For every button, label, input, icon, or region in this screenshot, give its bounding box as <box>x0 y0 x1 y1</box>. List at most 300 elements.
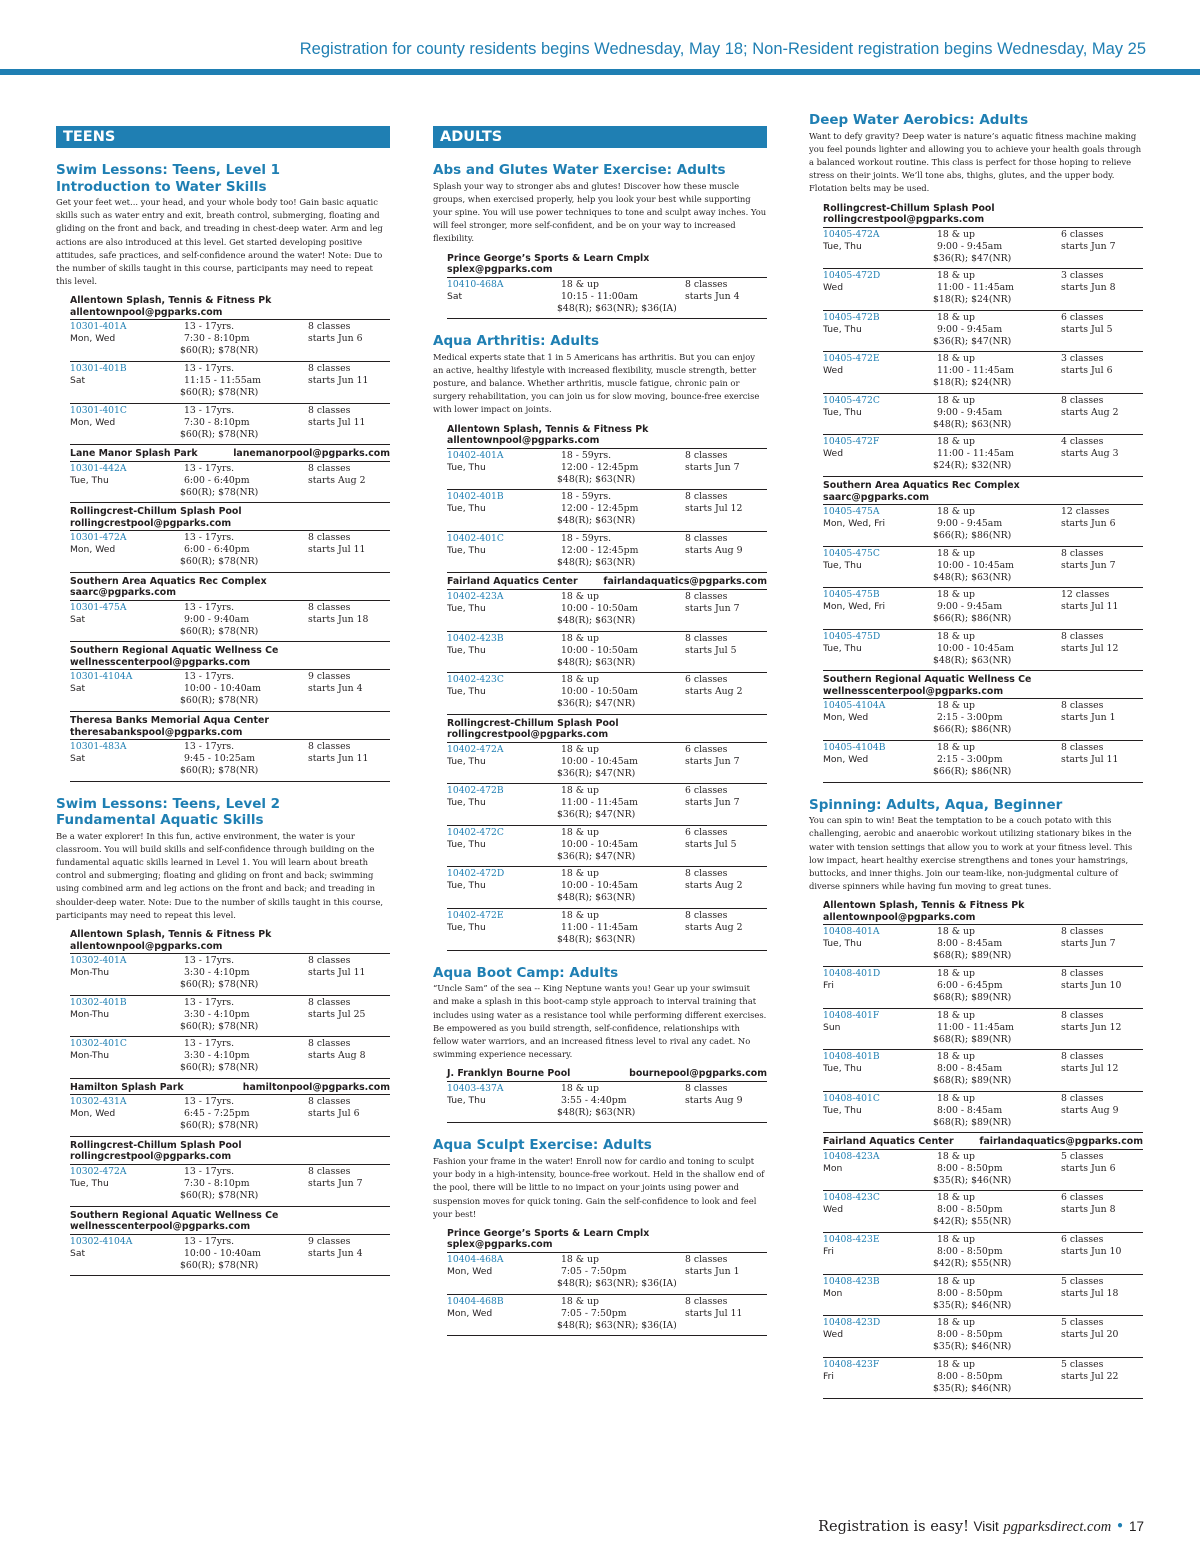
class-time: 10:00 - 10:45am <box>561 880 638 892</box>
age-range: 18 & up <box>561 910 599 922</box>
age-range: 18 & up <box>561 1082 599 1094</box>
meeting-days: Mon-Thu <box>70 1050 110 1062</box>
age-range: 18 & up <box>937 1358 975 1370</box>
location-email[interactable]: wellnesscenterpool@pgparks.com <box>70 1221 251 1233</box>
schedule-row <box>70 670 390 712</box>
course-code-link[interactable]: 10410-468A <box>447 278 504 290</box>
schedule-row <box>823 630 1143 672</box>
class-count: 6 classes <box>685 674 728 686</box>
course-description: “Uncle Sam” of the sea -- King Neptune wants you! Gear up your swimsuit and make a splash in this boot-camp style approach to interval training that includes using water as a resistance tool while performing different exercises. Be empowered as you build strength, self-confidence, relationships with fellow water warriors, and an increased fitness level to rival any cadet. No swimming experience necessary. <box>433 983 767 1060</box>
schedule-row <box>447 743 767 785</box>
course-section <box>433 333 767 951</box>
class-fee: $36(R); $47(NR) <box>557 698 636 710</box>
class-time: 3:55 - 4:40pm <box>561 1094 627 1106</box>
schedule-row <box>70 320 390 362</box>
class-count: 9 classes <box>308 671 351 683</box>
course-code-link[interactable]: 10302-401B <box>70 996 127 1008</box>
class-count: 9 classes <box>308 1235 351 1247</box>
meeting-days: Wed <box>823 365 844 377</box>
course-code-link[interactable]: 10402-423B <box>447 632 504 644</box>
class-time: 6:00 - 6:40pm <box>184 544 250 556</box>
start-date: starts Aug 8 <box>308 1050 366 1062</box>
course-code-link[interactable]: 10402-423A <box>447 590 504 602</box>
class-count: 12 classes <box>1061 589 1110 601</box>
start-date: starts Jul 6 <box>1061 365 1113 377</box>
course-description: Want to defy gravity? Deep water is nature’s aquatic fitness machine making you feel pounds lighter and allowing you to achieve your health goals through a balanced workout routine. This class is perfect for those hoping to relieve stress on their joints. We’ll tone abs, thighs, glutes, and the upper body. Flotation belts may be used. <box>809 130 1142 194</box>
course-code-link[interactable]: 10402-472D <box>447 868 505 880</box>
start-date: starts Jul 11 <box>1061 754 1119 766</box>
location-email[interactable]: rollingcrestpool@pgparks.com <box>70 1151 232 1163</box>
location-email[interactable]: rollingcrestpool@pgparks.com <box>447 729 609 741</box>
class-count: 8 classes <box>308 996 351 1008</box>
course-description: Be a water explorer! In this fun, active environment, the water is your classroom. You will build skills and self-confidence through building on the fundamental aquatic skills learned in Level 1. You will learn about breath control and submerging; floating and gliding on front and back; swimming using combined arm and leg actions on the front and back; and treading in shoulder-deep water. Note: Due to the number of skills taught in this course, participants may need to repeat this level. <box>56 830 384 920</box>
class-fee: $60(R); $78(NR) <box>180 486 259 498</box>
class-count: 6 classes <box>685 743 728 755</box>
class-fee: $48(R); $63(NR) <box>557 656 636 668</box>
start-date: starts Jul 22 <box>1061 1370 1119 1382</box>
start-date: starts Jul 5 <box>685 644 737 656</box>
class-count: 8 classes <box>1061 700 1104 712</box>
start-date: starts Jun 7 <box>685 797 740 809</box>
start-date: starts Jul 12 <box>1061 642 1119 654</box>
class-count: 8 classes <box>308 1096 351 1108</box>
location-name: Allentown Splash, Tennis & Fitness Pk <box>447 423 649 435</box>
course-code-link[interactable]: 10402-401B <box>447 491 504 503</box>
location-name: Fairland Aquatics Center <box>447 576 578 588</box>
course-code-link[interactable]: 10302-401C <box>70 1038 127 1050</box>
schedule-row <box>70 740 390 782</box>
start-date: starts Jul 5 <box>685 838 737 850</box>
course-code-link[interactable]: 10301-483A <box>70 741 127 753</box>
venue-schedule <box>447 1065 767 1123</box>
schedule-row <box>823 1150 1143 1192</box>
schedule-row <box>823 1191 1143 1233</box>
footer-lead: Registration is easy! <box>818 1519 969 1535</box>
class-time: 6:00 - 6:45pm <box>937 979 1003 991</box>
meeting-days: Mon, Wed, Fri <box>823 518 886 530</box>
course-title-line: Swim Lessons: Teens, Level 1 <box>56 162 281 178</box>
course-code-link[interactable]: 10405-475A <box>823 506 880 518</box>
schedule-row <box>447 909 767 951</box>
meeting-days: Tue, Thu <box>447 1094 486 1106</box>
class-time: 8:00 - 8:50pm <box>937 1370 1003 1382</box>
course-code-link[interactable]: 10301-401C <box>70 404 127 416</box>
location-email[interactable]: allentownpool@pgparks.com <box>447 435 600 447</box>
course-code-link[interactable]: 10402-401A <box>447 449 504 461</box>
start-date: starts Aug 3 <box>1061 448 1119 460</box>
course-title-line: Aqua Boot Camp: Adults <box>433 964 619 981</box>
class-fee: $36(R); $47(NR) <box>557 850 636 862</box>
age-range: 18 & up <box>937 700 975 712</box>
course-title <box>809 112 1143 129</box>
course-code-link[interactable]: 10405-475D <box>823 630 881 642</box>
location-name: Allentown Splash, Tennis & Fitness Pk <box>70 929 272 941</box>
schedule-row <box>70 1165 390 1207</box>
class-count: 5 classes <box>1061 1150 1104 1162</box>
course-title-line: Aqua Arthritis: Adults <box>433 333 600 350</box>
meeting-days: Tue, Thu <box>447 544 486 556</box>
location-email[interactable]: allentownpool@pgparks.com <box>70 306 223 318</box>
class-time: 10:00 - 10:45am <box>561 755 638 767</box>
class-time: 12:00 - 12:45pm <box>561 544 639 556</box>
start-date: starts Jun 8 <box>1061 1204 1116 1216</box>
start-date: starts Aug 9 <box>685 1094 743 1106</box>
class-time: 11:00 - 11:45am <box>561 922 638 934</box>
start-date: starts Jun 11 <box>308 753 369 765</box>
class-time: 11:00 - 11:45am <box>937 365 1014 377</box>
age-range: 13 - 17yrs. <box>184 601 235 613</box>
class-count: 4 classes <box>1061 436 1104 448</box>
class-fee: $68(R); $89(NR) <box>933 1075 1012 1087</box>
age-range: 18 & up <box>937 394 975 406</box>
age-range: 18 - 59yrs. <box>561 491 612 503</box>
course-code-link[interactable]: 10301-472A <box>70 532 127 544</box>
schedule-row <box>823 1092 1143 1134</box>
class-count: 6 classes <box>1061 1192 1104 1204</box>
class-time: 10:00 - 10:50am <box>561 644 638 656</box>
start-date: starts Aug 2 <box>685 922 743 934</box>
location-name: Prince George’s Sports & Learn Cmplx <box>447 252 650 264</box>
class-count: 6 classes <box>1061 228 1104 240</box>
class-time: 12:00 - 12:45pm <box>561 461 639 473</box>
schedule-row <box>823 967 1143 1009</box>
course-code-link[interactable]: 10402-472A <box>447 743 504 755</box>
location-email[interactable]: fairlandaquatics@pgparks.com <box>603 576 767 588</box>
meeting-days: Sun <box>823 1021 841 1033</box>
schedule-row <box>447 1295 767 1337</box>
location-header <box>70 1137 390 1165</box>
class-count: 8 classes <box>685 532 728 544</box>
course-code-link[interactable]: 10402-401C <box>447 532 504 544</box>
course-code-link[interactable]: 10302-472A <box>70 1165 127 1177</box>
course-code-link[interactable]: 10402-423C <box>447 674 504 686</box>
venue-schedule <box>70 292 390 781</box>
class-fee: $36(R); $47(NR) <box>557 809 636 821</box>
class-fee: $48(R); $63(NR) <box>557 1106 636 1118</box>
meeting-days: Tue, Thu <box>447 461 486 473</box>
location-name: Southern Regional Aquatic Wellness Ce <box>70 645 279 657</box>
course-section <box>433 1137 767 1336</box>
course-code-link[interactable]: 10405-475B <box>823 589 880 601</box>
class-time: 10:00 - 10:50am <box>561 686 638 698</box>
class-fee: $48(R); $63(NR) <box>557 892 636 904</box>
meeting-days: Mon, Wed, Fri <box>823 601 886 613</box>
class-time: 12:00 - 12:45pm <box>561 503 639 515</box>
location-email[interactable]: splex@pgparks.com <box>447 264 553 276</box>
class-count: 6 classes <box>1061 311 1104 323</box>
schedule-row <box>70 362 390 404</box>
location-email[interactable]: theresabankspool@pgparks.com <box>70 726 243 738</box>
class-fee: $68(R); $89(NR) <box>933 991 1012 1003</box>
course-code-link[interactable]: 10405-472E <box>823 353 880 365</box>
meeting-days: Tue, Thu <box>823 1104 862 1116</box>
course-code-link[interactable]: 10408-401D <box>823 967 881 979</box>
class-fee: $48(R); $63(NR) <box>933 571 1012 583</box>
course-code-link[interactable]: 10408-423F <box>823 1358 880 1370</box>
class-count: 3 classes <box>1061 270 1104 282</box>
course-code-link[interactable]: 10302-4104A <box>70 1235 133 1247</box>
course-code-link[interactable]: 10405-472F <box>823 436 880 448</box>
location-email[interactable]: allentownpool@pgparks.com <box>70 940 223 952</box>
course-code-link[interactable]: 10404-468B <box>447 1295 504 1307</box>
course-title <box>433 1137 767 1154</box>
schedule-row <box>823 547 1143 589</box>
class-time: 8:00 - 8:45am <box>937 1063 1003 1075</box>
location-email[interactable]: rollingcrestpool@pgparks.com <box>70 517 232 529</box>
course-title-line: Aqua Sculpt Exercise: Adults <box>433 1137 652 1154</box>
schedule-row <box>70 996 390 1038</box>
location-email[interactable]: splex@pgparks.com <box>447 1239 553 1251</box>
meeting-days: Fri <box>823 1370 834 1382</box>
course-code-link[interactable]: 10408-401C <box>823 1092 880 1104</box>
location-header <box>447 573 767 590</box>
schedule-row <box>823 741 1143 783</box>
location-name: Rollingcrest-Chillum Splash Pool <box>70 506 242 518</box>
age-range: 18 & up <box>937 506 975 518</box>
class-fee: $48(R); $63(NR) <box>557 614 636 626</box>
class-fee: $48(R); $63(NR) <box>557 556 636 568</box>
start-date: starts Jun 4 <box>685 290 740 302</box>
course-code-link[interactable]: 10402-472B <box>447 785 504 797</box>
class-fee: $48(R); $63(NR) <box>933 418 1012 430</box>
course-code-link[interactable]: 10405-475C <box>823 547 880 559</box>
course-code-link[interactable]: 10402-472C <box>447 826 504 838</box>
start-date: starts Jul 11 <box>308 544 366 556</box>
meeting-days: Sat <box>70 683 86 695</box>
course-section <box>433 162 767 319</box>
start-date: starts Jun 4 <box>308 683 363 695</box>
course-title-line: Fundamental Aquatic Skills <box>56 812 264 829</box>
class-count: 8 classes <box>308 955 351 967</box>
location-email[interactable]: saarc@pgparks.com <box>823 491 930 503</box>
course-section <box>433 965 767 1124</box>
class-fee: $48(R); $63(NR); $36(IA) <box>557 1277 677 1289</box>
location-email[interactable]: wellnesscenterpool@pgparks.com <box>823 685 1004 697</box>
age-range: 18 & up <box>937 1009 975 1021</box>
location-email[interactable]: wellnesscenterpool@pgparks.com <box>70 656 251 668</box>
location-email[interactable]: lanemanorpool@pgparks.com <box>233 448 390 460</box>
age-range: 13 - 17yrs. <box>184 1235 235 1247</box>
location-email[interactable]: hamiltonpool@pgparks.com <box>242 1081 390 1093</box>
class-time: 9:00 - 9:45am <box>937 240 1003 252</box>
course-code-link[interactable]: 10402-472E <box>447 910 504 922</box>
meeting-days: Mon, Wed <box>70 333 116 345</box>
course-title <box>56 162 390 195</box>
course-code-link[interactable]: 10408-401A <box>823 926 880 938</box>
location-email[interactable]: saarc@pgparks.com <box>70 587 177 599</box>
class-fee: $60(R); $78(NR) <box>180 428 259 440</box>
age-range: 13 - 17yrs. <box>184 996 235 1008</box>
course-code-link[interactable]: 10408-423A <box>823 1150 880 1162</box>
class-fee: $66(R); $86(NR) <box>933 724 1012 736</box>
start-date: starts Jun 12 <box>1061 1021 1122 1033</box>
class-time: 3:30 - 4:10pm <box>184 1050 250 1062</box>
class-count: 8 classes <box>1061 394 1104 406</box>
class-fee: $60(R); $78(NR) <box>180 1259 259 1271</box>
course-code-link[interactable]: 10405-472A <box>823 228 880 240</box>
class-time: 11:00 - 11:45am <box>937 1021 1014 1033</box>
course-code-link[interactable]: 10408-423D <box>823 1317 881 1329</box>
schedule-row <box>823 699 1143 741</box>
start-date: starts Jun 7 <box>1061 240 1116 252</box>
location-email[interactable]: bournepool@pgparks.com <box>629 1068 767 1080</box>
schedule-row <box>823 588 1143 630</box>
age-range: 18 & up <box>937 1092 975 1104</box>
class-time: 9:00 - 9:45am <box>937 518 1003 530</box>
class-fee: $35(R); $46(NR) <box>933 1341 1012 1353</box>
course-code-link[interactable]: 10301-475A <box>70 601 127 613</box>
class-count: 8 classes <box>1061 1009 1104 1021</box>
course-code-link[interactable]: 10408-401F <box>823 1009 880 1021</box>
age-range: 13 - 17yrs. <box>184 741 235 753</box>
schedule-row <box>70 404 390 446</box>
venue-schedule <box>70 926 390 1276</box>
course-description: You can spin to win! Beat the temptation to be a couch potato with this challenging, aerobic and anaerobic workout utilizing stationary bikes in the water with tension settings that allow you to work at your fitness level. This low impact, heart healthy exercise strengthens and tones your hamstrings, buttocks, and inner thighs. Join our team-like, non-judgmental culture of diverse spinners while having fun moving to great tunes. <box>809 815 1133 892</box>
class-time: 8:00 - 8:45am <box>937 1104 1003 1116</box>
registration-banner: Registration for county residents begins Wednesday, May 18; Non-Resident registration begins Wednesday, May 25 <box>299 40 1146 58</box>
class-time: 7:30 - 8:10pm <box>184 416 250 428</box>
course-code-link[interactable]: 10408-423B <box>823 1275 880 1287</box>
meeting-days: Mon, Wed <box>70 416 116 428</box>
course-code-link[interactable]: 10301-401B <box>70 363 127 375</box>
schedule-row <box>823 394 1143 436</box>
course-code-link[interactable]: 10408-423C <box>823 1192 880 1204</box>
class-time: 8:00 - 8:50pm <box>937 1246 1003 1258</box>
start-date: starts Aug 2 <box>308 474 366 486</box>
location-header <box>70 445 390 462</box>
venue-schedule <box>823 897 1143 1399</box>
age-range: 18 & up <box>937 228 975 240</box>
course-description: Medical experts state that 1 in 5 Americans has arthritis. But you can enjoy an active, healthy lifestyle with increased flexibility, muscle strength, better posture, and balance. Whether arthritis, muscle fatigue, chronic pain or surgery rehabilitation, you can join us for slow moving, bounce-free exercise with lower impact on joints. <box>433 351 760 415</box>
location-name: Allentown Splash, Tennis & Fitness Pk <box>70 295 272 307</box>
meeting-days: Tue, Thu <box>823 938 862 950</box>
start-date: starts Jul 18 <box>1061 1287 1119 1299</box>
class-time: 11:00 - 11:45am <box>937 282 1014 294</box>
meeting-days: Tue, Thu <box>823 559 862 571</box>
class-fee: $24(R); $32(NR) <box>933 460 1012 472</box>
class-time: 7:30 - 8:10pm <box>184 333 250 345</box>
location-name: J. Franklyn Bourne Pool <box>447 1068 571 1080</box>
class-count: 8 classes <box>308 741 351 753</box>
schedule-row <box>823 1233 1143 1275</box>
location-header <box>70 503 390 531</box>
course-code-link[interactable]: 10405-472B <box>823 311 880 323</box>
page-footer <box>818 1519 1144 1536</box>
start-date: starts Jun 7 <box>685 755 740 767</box>
meeting-days: Mon-Thu <box>70 967 110 979</box>
class-count: 8 classes <box>1061 547 1104 559</box>
course-code-link[interactable]: 10403-437A <box>447 1082 504 1094</box>
class-fee: $68(R); $89(NR) <box>933 950 1012 962</box>
class-fee: $48(R); $63(NR) <box>557 515 636 527</box>
start-date: starts Jul 12 <box>1061 1063 1119 1075</box>
location-email[interactable]: rollingcrestpool@pgparks.com <box>823 214 985 226</box>
course-title-line: Spinning: Adults, Aqua, Beginner <box>809 796 1063 813</box>
class-count: 8 classes <box>1061 967 1104 979</box>
course-code-link[interactable]: 10302-401A <box>70 955 127 967</box>
class-time: 11:00 - 11:45am <box>561 797 638 809</box>
course-code-link[interactable]: 10405-4104B <box>823 742 886 754</box>
class-fee: $60(R); $78(NR) <box>180 1189 259 1201</box>
age-range: 18 & up <box>561 826 599 838</box>
meeting-days: Sat <box>447 290 463 302</box>
age-range: 18 & up <box>937 311 975 323</box>
age-range: 18 & up <box>937 353 975 365</box>
class-fee: $35(R); $46(NR) <box>933 1174 1012 1186</box>
class-time: 2:15 - 3:00pm <box>937 712 1003 724</box>
meeting-days: Tue, Thu <box>447 838 486 850</box>
course-code-link[interactable]: 10302-431A <box>70 1096 127 1108</box>
class-count: 8 classes <box>685 1295 728 1307</box>
class-count: 5 classes <box>1061 1275 1104 1287</box>
class-count: 8 classes <box>1061 630 1104 642</box>
class-fee: $66(R); $86(NR) <box>933 530 1012 542</box>
location-name: Southern Regional Aquatic Wellness Ce <box>70 1209 279 1221</box>
venue-schedule <box>447 421 767 951</box>
start-date: starts Aug 2 <box>685 880 743 892</box>
start-date: starts Jun 18 <box>308 613 369 625</box>
class-count: 8 classes <box>685 590 728 602</box>
class-fee: $60(R); $78(NR) <box>180 625 259 637</box>
class-time: 7:05 - 7:50pm <box>561 1307 627 1319</box>
course-code-link[interactable]: 10404-468A <box>447 1253 504 1265</box>
location-email[interactable]: fairlandaquatics@pgparks.com <box>979 1136 1143 1148</box>
class-fee: $42(R); $55(NR) <box>933 1258 1012 1270</box>
meeting-days: Sat <box>70 753 86 765</box>
start-date: starts Aug 9 <box>1061 1104 1119 1116</box>
course-code-link[interactable]: 10301-4104A <box>70 671 133 683</box>
schedule-row <box>447 632 767 674</box>
meeting-days: Fri <box>823 1246 834 1258</box>
location-email[interactable]: allentownpool@pgparks.com <box>823 911 976 923</box>
class-count: 5 classes <box>1061 1317 1104 1329</box>
course-code-link[interactable]: 10408-423E <box>823 1234 880 1246</box>
location-name: Prince George’s Sports & Learn Cmplx <box>447 1227 650 1239</box>
footer-site-link[interactable]: pgparksdirect.com <box>1003 1519 1112 1535</box>
class-time: 10:00 - 10:40am <box>184 1247 261 1259</box>
course-code-link[interactable]: 10405-472D <box>823 270 881 282</box>
class-fee: $60(R); $78(NR) <box>180 979 259 991</box>
course-code-link[interactable]: 10301-442A <box>70 462 127 474</box>
class-time: 10:00 - 10:50am <box>561 602 638 614</box>
start-date: starts Jun 6 <box>308 333 363 345</box>
location-header <box>823 897 1143 925</box>
meeting-days: Fri <box>823 979 834 991</box>
footer-bullet: • <box>1115 1519 1125 1535</box>
age-range: 18 & up <box>561 785 599 797</box>
meeting-days: Mon, Wed <box>447 1265 493 1277</box>
location-name: Allentown Splash, Tennis & Fitness Pk <box>823 900 1025 912</box>
course-code-link[interactable]: 10405-472C <box>823 394 880 406</box>
course-title <box>433 965 767 982</box>
age-range: 13 - 17yrs. <box>184 955 235 967</box>
column-adults <box>433 126 767 1350</box>
location-header <box>70 642 390 670</box>
class-fee: $60(R); $78(NR) <box>180 1120 259 1132</box>
location-name: Rollingcrest-Chillum Splash Pool <box>70 1139 242 1151</box>
course-code-link[interactable]: 10405-4104A <box>823 700 886 712</box>
schedule-row <box>447 449 767 491</box>
meeting-days: Tue, Thu <box>447 644 486 656</box>
course-code-link[interactable]: 10408-401B <box>823 1051 880 1063</box>
class-count: 8 classes <box>685 1253 728 1265</box>
course-code-link[interactable]: 10301-401A <box>70 321 127 333</box>
class-time: 3:30 - 4:10pm <box>184 967 250 979</box>
class-fee: $36(R); $47(NR) <box>557 767 636 779</box>
schedule-row <box>823 228 1143 270</box>
location-header <box>447 715 767 743</box>
class-fee: $18(R); $24(NR) <box>933 377 1012 389</box>
